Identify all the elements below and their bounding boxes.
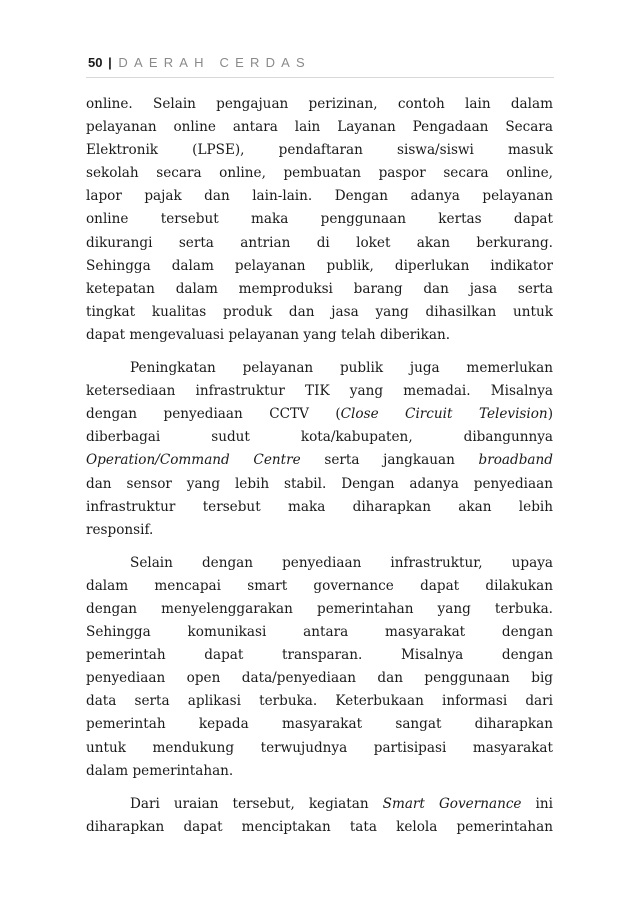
text-line: pemerintah kepada masyarakat sangat diharapkan [86,716,553,733]
text-line: lapor pajak dan lain-lain. Dengan adanya pelayanan [86,188,553,205]
paragraph-gap [86,542,553,552]
body-text [86,93,553,839]
text-line: online. Selain pengajuan perizinan, contoh lain dalam [86,96,553,112]
paragraph-4 [86,793,553,839]
text-line: Sehingga dalam pelayanan publik, diperlukan indikator [86,257,553,274]
header-rule [86,77,554,78]
running-header [88,55,553,79]
text-line: diharapkan dapat menciptakan tata kelola pemerintahan [86,818,553,835]
text-line: ketepatan dalam memproduksi barang dan jasa serta [86,280,553,297]
text-line: data serta aplikasi terbuka. Keterbukaan informasi dari [86,693,553,710]
text-line: dikurangi serta antrian di loket akan berkurang. [86,234,553,251]
text-line: Sehingga komunikasi antara masyarakat dengan [86,624,553,641]
text-line: dengan menyelenggarakan pemerintahan yang terbuka. [86,600,553,617]
text-line: Elektronik (LPSE), pendaftaran siswa/siswi masuk [86,142,553,159]
paragraph-1 [86,93,553,347]
italic-term: broadband [478,452,553,469]
text-line: tingkat kualitas produk dan jasa yang dihasilkan untuk [86,303,553,320]
paragraph-gap [86,783,553,793]
text-line: penyediaan open data/penyediaan dan penggunaan big [86,670,553,687]
italic-term: Close Circuit Television [340,406,548,423]
text-segment: Dari uraian tersebut, kegiatan [130,795,383,812]
text-segment: dengan penyediaan CCTV ( [86,406,341,423]
italic-term: Smart Governance [382,795,522,812]
text-line: dalam mencapai smart governance dapat dilakukan [86,577,553,594]
text-line: untuk mendukung terwujudnya partisipasi masyarakat [86,739,553,756]
text-line: online tersebut maka penggunaan kertas dapat [86,211,553,228]
text-line: dalam pemerintahan. [86,762,234,779]
text-line [86,793,553,816]
text-line: responsif. [86,521,154,538]
text-line: dan sensor yang lebih stabil. Dengan adanya penyediaan [86,475,553,492]
text-line: pemerintah dapat transparan. Misalnya dengan [86,647,553,664]
paragraph-3 [86,552,553,783]
text-line: pelayanan online antara lain Layanan Pengadaan Secara [86,119,553,136]
text-segment: ) [547,406,553,423]
text-line [86,449,553,472]
text-segment: serta jangkauan [300,452,479,469]
book-title: DAERAH CERDAS [118,55,311,70]
text-line: Peningkatan pelayanan publik juga memerlukan [130,360,553,377]
text-line: ketersediaan infrastruktur TIK yang memadai. Misalnya [86,383,553,400]
paragraph-2 [86,357,553,542]
text-line: dapat mengevaluasi pelayanan yang telah diberikan. [86,326,451,343]
text-line: Selain dengan penyediaan infrastruktur, upaya [130,554,553,571]
text-line: sekolah secara online, pembuatan paspor secara online, [86,165,553,182]
paragraph-gap [86,347,553,357]
text-segment: ini [521,795,553,812]
page-number: 50 [88,55,103,70]
text-line: infrastruktur tersebut maka diharapkan akan lebih [86,498,553,515]
header-separator: | [108,55,112,70]
text-line: diberbagai sudut kota/kabupaten, dibangunnya [86,429,553,446]
text-line [86,403,553,426]
italic-term: Operation/Command Centre [86,452,301,469]
